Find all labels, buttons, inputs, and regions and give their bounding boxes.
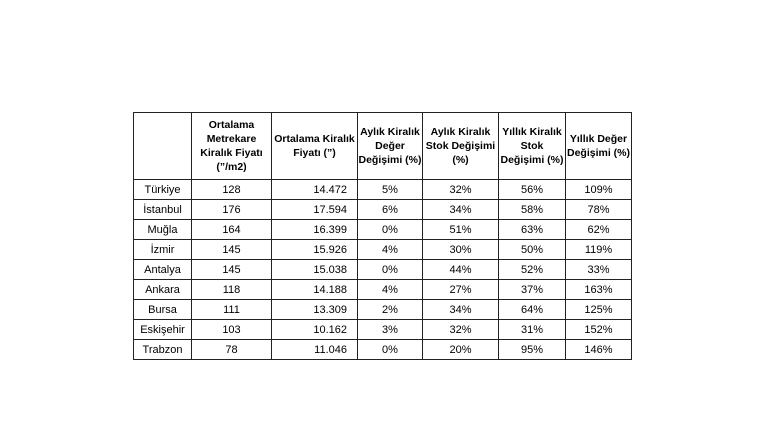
- table-cell: 16.399: [272, 220, 358, 240]
- city-cell: Muğla: [134, 220, 192, 240]
- table-cell: 33%: [566, 260, 632, 280]
- table-cell: 78%: [566, 200, 632, 220]
- table-cell: 50%: [499, 240, 566, 260]
- table-row: [134, 240, 632, 260]
- rental-price-table: [133, 112, 632, 360]
- table-cell: 176: [192, 200, 272, 220]
- table-cell: 32%: [423, 180, 499, 200]
- table-cell: 52%: [499, 260, 566, 280]
- table-cell: 6%: [358, 200, 423, 220]
- table-cell: 56%: [499, 180, 566, 200]
- table-cell: 145: [192, 240, 272, 260]
- table-cell: 34%: [423, 200, 499, 220]
- header-cell: Yıllık Kiralık Stok Değişimi (%): [499, 113, 566, 180]
- table-cell: 4%: [358, 280, 423, 300]
- table-cell: 17.594: [272, 200, 358, 220]
- table-cell: 5%: [358, 180, 423, 200]
- table-cell: 146%: [566, 340, 632, 360]
- city-cell: Türkiye: [134, 180, 192, 200]
- header-cell: Ortalama Metrekare Kiralık Fiyatı (”/m2): [192, 113, 272, 180]
- table-cell: 145: [192, 260, 272, 280]
- table-cell: 37%: [499, 280, 566, 300]
- city-cell: İstanbul: [134, 200, 192, 220]
- table-cell: 125%: [566, 300, 632, 320]
- table-cell: 103: [192, 320, 272, 340]
- table-cell: 51%: [423, 220, 499, 240]
- table-cell: 163%: [566, 280, 632, 300]
- city-cell: Bursa: [134, 300, 192, 320]
- table-row: [134, 200, 632, 220]
- table-cell: 119%: [566, 240, 632, 260]
- table-cell: 10.162: [272, 320, 358, 340]
- table-cell: 11.046: [272, 340, 358, 360]
- header-cell: Aylık Kiralık Değer Değişimi (%): [358, 113, 423, 180]
- table-row: [134, 180, 632, 200]
- table-cell: 27%: [423, 280, 499, 300]
- table-cell: 58%: [499, 200, 566, 220]
- table-row: [134, 220, 632, 240]
- table-cell: 14.472: [272, 180, 358, 200]
- table-cell: 111: [192, 300, 272, 320]
- table-cell: 14.188: [272, 280, 358, 300]
- table-cell: 64%: [499, 300, 566, 320]
- header-cell: [134, 113, 192, 180]
- header-cell: Aylık Kiralık Stok Değişimi (%): [423, 113, 499, 180]
- table-cell: 128: [192, 180, 272, 200]
- city-cell: Ankara: [134, 280, 192, 300]
- table-cell: 95%: [499, 340, 566, 360]
- table-cell: 63%: [499, 220, 566, 240]
- table-cell: 3%: [358, 320, 423, 340]
- table-cell: 31%: [499, 320, 566, 340]
- table-cell: 118: [192, 280, 272, 300]
- table-cell: 152%: [566, 320, 632, 340]
- table-cell: 164: [192, 220, 272, 240]
- city-cell: Eskişehir: [134, 320, 192, 340]
- table-cell: 0%: [358, 220, 423, 240]
- table-cell: 109%: [566, 180, 632, 200]
- table-cell: 62%: [566, 220, 632, 240]
- table-header-row: [134, 113, 632, 180]
- table-cell: 34%: [423, 300, 499, 320]
- header-cell: Yıllık Değer Değişimi (%): [566, 113, 632, 180]
- city-cell: İzmir: [134, 240, 192, 260]
- table-row: [134, 300, 632, 320]
- table-row: [134, 340, 632, 360]
- table-cell: 2%: [358, 300, 423, 320]
- table-row: [134, 280, 632, 300]
- table-row: [134, 260, 632, 280]
- table-cell: 20%: [423, 340, 499, 360]
- header-cell: Ortalama Kiralık Fiyatı (”): [272, 113, 358, 180]
- table-cell: 44%: [423, 260, 499, 280]
- table-cell: 30%: [423, 240, 499, 260]
- city-cell: Trabzon: [134, 340, 192, 360]
- table-cell: 13.309: [272, 300, 358, 320]
- table-cell: 32%: [423, 320, 499, 340]
- table-cell: 0%: [358, 260, 423, 280]
- table-cell: 4%: [358, 240, 423, 260]
- table-cell: 0%: [358, 340, 423, 360]
- table-cell: 15.038: [272, 260, 358, 280]
- city-cell: Antalya: [134, 260, 192, 280]
- table-row: [134, 320, 632, 340]
- table-cell: 15.926: [272, 240, 358, 260]
- table-cell: 78: [192, 340, 272, 360]
